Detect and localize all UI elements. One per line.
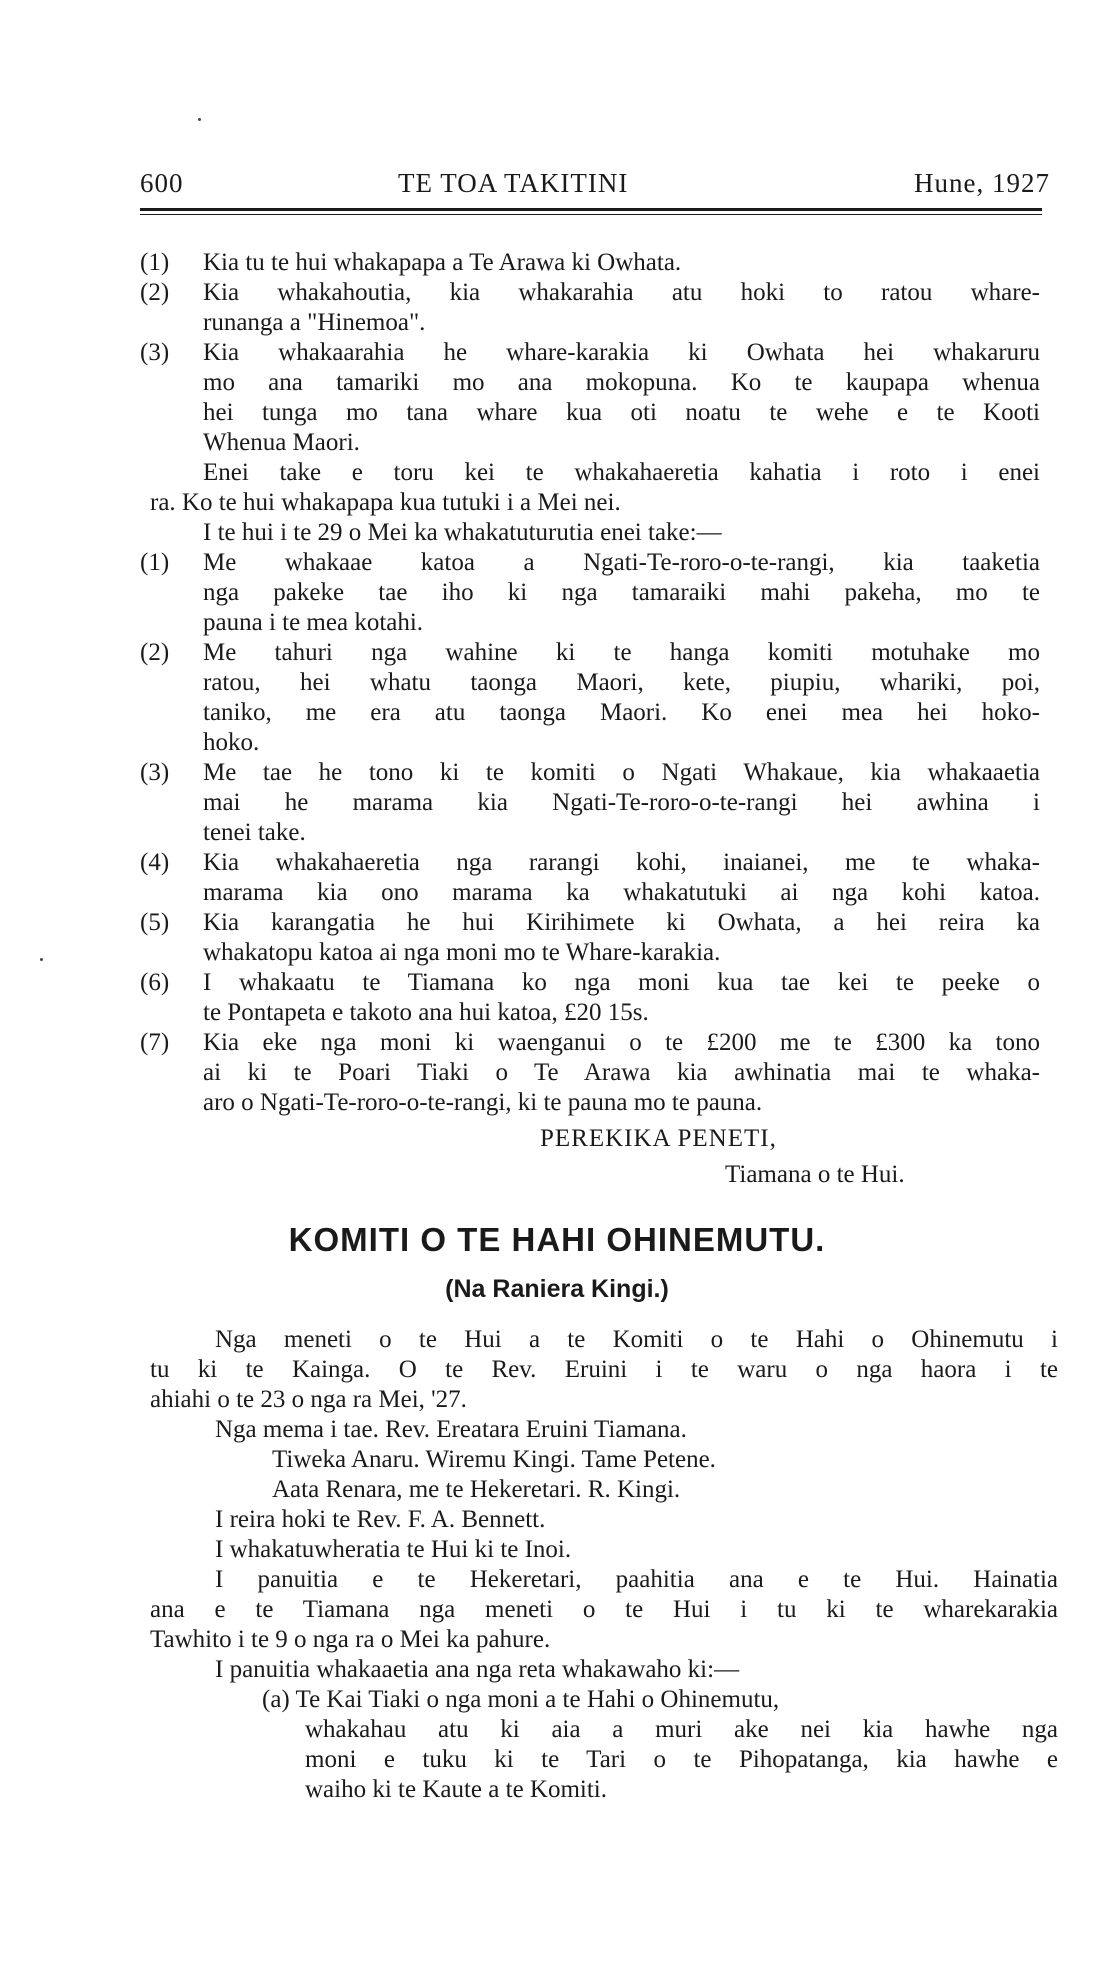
publication-title: TE TOA TAKITINI [398,168,629,198]
body-line: ana e te Tiamana nga meneti o te Hui i tu ki te wharekarakia [150,1596,1058,1623]
item-marker: (7) [140,1029,170,1056]
item-marker: (2) [140,639,170,666]
item-line: Me tae he tono ki te komiti o Ngati Whakaue, kia whakaaetia [203,759,1040,786]
running-header [140,168,1050,208]
item-line: hei tunga mo tana whare kua oti noatu te wehe e te Kooti [203,399,1040,426]
item-line: aro o Ngati-Te-roro-o-te-rangi, ki te pauna mo te pauna. [203,1089,763,1116]
body-line: (a) Te Kai Tiaki o nga moni a te Hahi o Ohinemutu, [262,1686,780,1713]
body-line: moni e tuku ki te Tari o te Pihopatanga, kia hawhe e [305,1746,1058,1773]
body-line: Nga mema i tae. Rev. Ereatara Eruini Tiamana. [215,1416,687,1443]
body-line: whakahau atu ki aia a muri ake nei kia hawhe nga [305,1716,1058,1743]
signature-title: Tiamana o te Hui. [725,1161,905,1188]
header-rule-thick [140,208,1042,211]
body-line: Tiweka Anaru. Wiremu Kingi. Tame Petene. [272,1446,716,1473]
body-line: ahiahi o te 23 o nga ra Mei, '27. [150,1386,467,1413]
body-line: Nga meneti o te Hui a te Komiti o te Hahi o Ohinemutu i [215,1326,1058,1353]
item-line: taniko, me era atu taonga Maori. Ko enei mea hei hoko- [203,699,1040,726]
item-line: mai he marama kia Ngati-Te-roro-o-te-rangi hei awhina i [203,789,1040,816]
signature-name: PEREKIKA PENETI, [540,1125,777,1152]
scan-speck [198,118,201,121]
item-line: marama kia ono marama ka whakatutuki ai nga kohi katoa. [203,879,1040,906]
header-rule-thin [140,214,1042,215]
item-line: Kia whakaarahia he whare-karakia ki Owhata hei whakaruru [203,339,1040,366]
item-line: nga pakeke tae iho ki nga tamaraiki mahi pakeha, mo te [203,579,1040,606]
item-line: Whenua Maori. [203,429,360,456]
item-line: Me whakaae katoa a Ngati-Te-roro-o-te-rangi, kia taaketia [203,549,1040,576]
item-marker: (1) [140,249,170,276]
item-marker: (4) [140,849,170,876]
item-line: Kia whakahoutia, kia whakarahia atu hoki to ratou whare- [203,279,1040,306]
item-marker: (6) [140,969,170,996]
item-line: runanga a "Hinemoa". [203,309,426,336]
paragraph-line: I te hui i te 29 o Mei ka whakatuturutia enei take:— [203,519,722,546]
item-line: te Pontapeta e takoto ana hui katoa, £20 15s. [203,999,649,1026]
item-line: tenei take. [203,819,306,846]
body-line: tu ki te Kainga. O te Rev. Eruini i te waru o nga haora i te [150,1356,1058,1383]
scan-speck [40,958,43,961]
item-marker: (3) [140,339,170,366]
section-heading: KOMITI O TE HAHI OHINEMUTU. [288,1221,826,1258]
section-byline: (Na Raniera Kingi.) [445,1275,669,1303]
item-marker: (5) [140,909,170,936]
item-line: Kia whakahaeretia nga rarangi kohi, inaianei, me te whaka- [203,849,1040,876]
item-line: pauna i te mea kotahi. [203,609,424,636]
body-line: Tawhito i te 9 o nga ra o Mei ka pahure. [150,1626,551,1653]
item-line: mo ana tamariki mo ana mokopuna. Ko te kaupapa whenua [203,369,1040,396]
paragraph-line: Enei take e toru kei te whakahaeretia kahatia i roto i enei [203,459,1040,486]
body-line: Aata Renara, me te Hekeretari. R. Kingi. [272,1476,681,1503]
item-line: ai ki te Poari Tiaki o Te Arawa kia awhinatia mai te whaka- [203,1059,1040,1086]
item-line: Me tahuri nga wahine ki te hanga komiti motuhake mo [203,639,1040,666]
item-marker: (2) [140,279,170,306]
body-line: I panuitia whakaaetia ana nga reta whakawaho ki:— [215,1656,740,1683]
item-line: ratou, hei whatu taonga Maori, kete, piupiu, whariki, poi, [203,669,1040,696]
item-line: whakatopu katoa ai nga moni mo te Whare-karakia. [203,939,721,966]
item-line: Kia karangatia he hui Kirihimete ki Owhata, a hei reira ka [203,909,1040,936]
item-marker: (1) [140,549,170,576]
item-line: hoko. [203,729,260,756]
item-line: Kia tu te hui whakapapa a Te Arawa ki Owhata. [203,249,682,276]
item-marker: (3) [140,759,170,786]
body-line: I panuitia e te Hekeretari, paahitia ana e te Hui. Hainatia [215,1566,1058,1593]
body-line: I reira hoki te Rev. F. A. Bennett. [215,1506,546,1533]
body-line: I whakatuwheratia te Hui ki te Inoi. [215,1536,572,1563]
issue-date: Hune, 1927 [914,168,1050,198]
paragraph-line: ra. Ko te hui whakapapa kua tutuki i a Mei nei. [150,489,621,516]
item-line: Kia eke nga moni ki waenganui o te £200 me te £300 ka tono [203,1029,1040,1056]
body-line: waiho ki te Kaute a te Komiti. [305,1776,608,1803]
page-number: 600 [140,168,184,198]
item-line: I whakaatu te Tiamana ko nga moni kua tae kei te peeke o [203,969,1040,996]
